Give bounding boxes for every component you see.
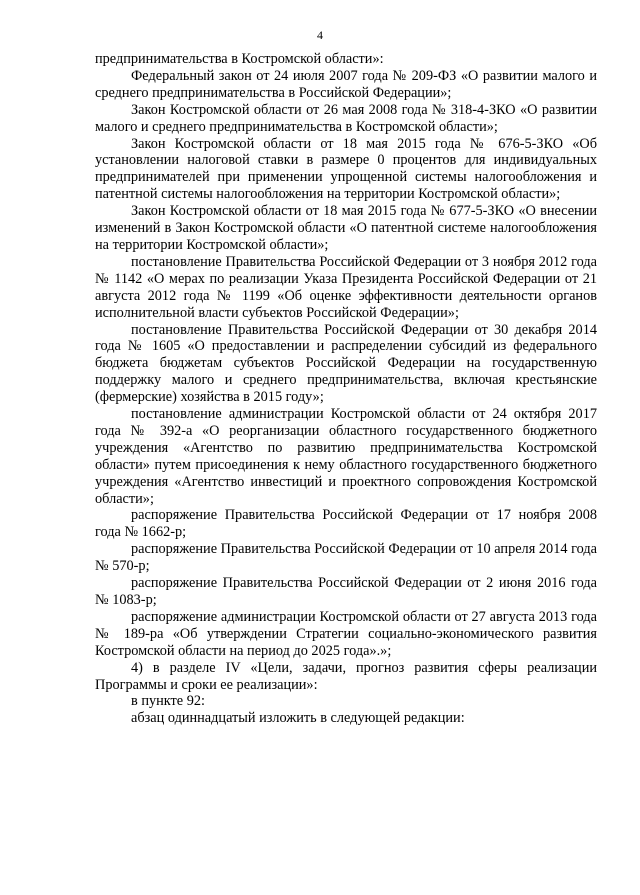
- paragraph: Федеральный закон от 24 июля 2007 года № 209-ФЗ «О развитии малого и среднего предпринимательства в Российской Федерации»;: [95, 67, 597, 101]
- paragraph: постановление Правительства Российской Федерации от 3 ноября 2012 года № 1142 «О мерах по реализации Указа Президента Российской Федерации от 21 августа 2012 года № 1199 «Об оценке эффективности деятельности органов исполнительной власти субъектов Российской Федерации»;: [95, 253, 597, 321]
- paragraph: 4) в разделе IV «Цели, задачи, прогноз развития сферы реализации Программы и сроки ее реализации»:: [95, 659, 597, 693]
- page-number: 4: [317, 28, 323, 42]
- paragraph: распоряжение администрации Костромской области от 27 августа 2013 года № 189-ра «Об утверждении Стратегии социально-экономического развития Костромской области на период до 2025 года».»;: [95, 608, 597, 659]
- paragraph: распоряжение Правительства Российской Федерации от 17 ноября 2008 года № 1662-р;: [95, 507, 597, 541]
- paragraph: абзац одиннадцатый изложить в следующей редакции:: [131, 710, 465, 727]
- paragraph: Закон Костромской области от 18 мая 2015 года № 677-5-ЗКО «О внесении изменений в Закон Костромской области «О патентной системе налогообложения на территории Костромской области»;: [95, 203, 597, 253]
- paragraph: предпринимательства в Костромской области»:: [95, 51, 384, 67]
- paragraph: постановление Правительства Российской Федерации от 30 декабря 2014 года № 1605 «О предоставлении и распределении субсидий из федерального бюджета бюджетам субъектов Российской Федерации на государственную поддержку малого и среднего предпринимательства, включая крестьянские (фермерские) хозяйства в 2015 году»;: [95, 321, 597, 406]
- paragraph: Закон Костромской области от 18 мая 2015 года № 676-5-ЗКО «Об установлении налоговой ставки в размере 0 процентов для индивидуальных предпринимателей при применении упрощенной системы налогообложения и патентной системы налогообложения на территории Костромской области»;: [95, 135, 597, 203]
- paragraph: в пункте 92:: [131, 693, 205, 710]
- document-body: [95, 51, 597, 727]
- paragraph: Закон Костромской области от 26 мая 2008 года № 318-4-ЗКО «О развитии малого и среднего предпринимательства в Костромской области»;: [95, 101, 597, 135]
- paragraph: постановление администрации Костромской области от 24 октября 2017 года № 392-а «О реорганизации областного государственного бюджетного учреждения «Агентство по развитию предпринимательства Костромской области» путем присоединения к нему областного государственного бюджетного учреждения «Агентство инвестиций и проектного сопровождения Костромской области»;: [95, 406, 597, 507]
- paragraph: распоряжение Правительства Российской Федерации от 2 июня 2016 года № 1083-р;: [95, 575, 597, 608]
- paragraph: распоряжение Правительства Российской Федерации от 10 апреля 2014 года № 570-р;: [95, 541, 597, 575]
